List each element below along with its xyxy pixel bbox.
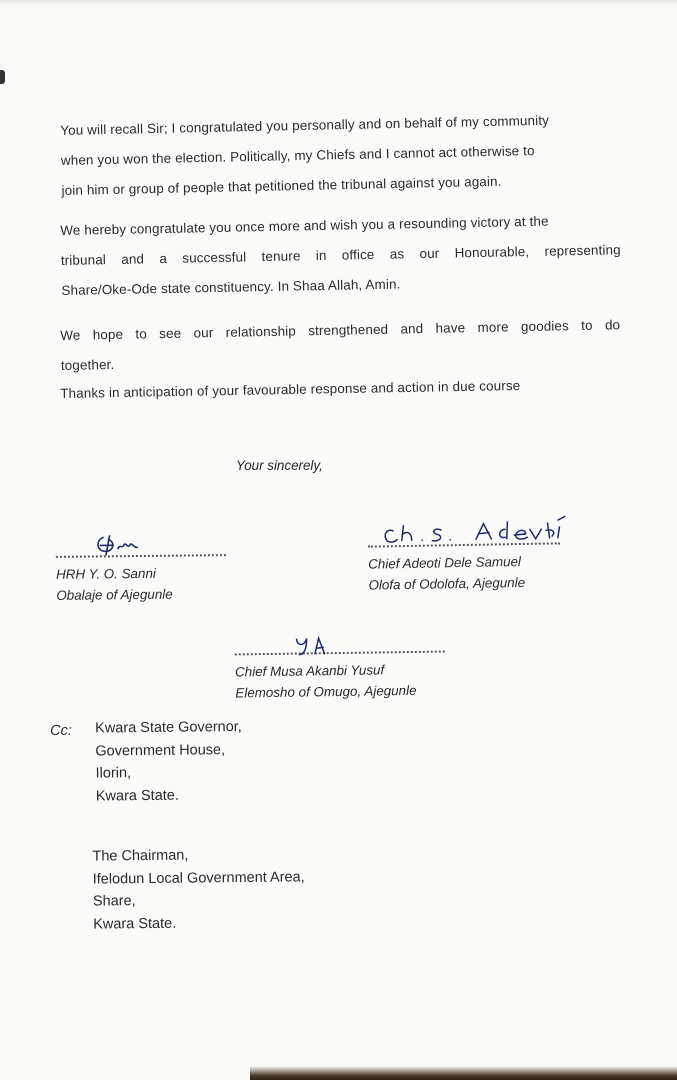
text-line: join him or group of people that petitioned the tribunal against you again. [61, 173, 502, 198]
address-line: The Chairman, [92, 847, 189, 865]
address-line: Ifelodun Local Government Area, [92, 868, 305, 888]
signatory-left [56, 526, 227, 606]
cc-recipients [92, 714, 418, 973]
signatory-title: Elemosho of Omugo, Ajegunle [235, 682, 417, 701]
cc-recipient [92, 842, 417, 935]
signatory-right [367, 514, 560, 595]
address-line: Government House, [95, 741, 226, 760]
signatory-title: Olofa of Odolofa, Ajegunle [368, 574, 526, 593]
paragraph-recall [60, 104, 622, 206]
closing-salutation: Your sincerely, [236, 458, 323, 473]
text-line: together. [60, 356, 115, 373]
text-line: tribunal and a successful tenure in office as our Honourable, representing [60, 242, 621, 268]
text-line: We hereby congratulate you once more and wish you a resounding victory at the [60, 213, 549, 238]
paper-bottom-edge [250, 1066, 677, 1080]
address-line: Share, [92, 893, 136, 910]
paragraph-congratulate [60, 205, 622, 306]
address-line: Kwara State Governor, [95, 718, 242, 737]
signatory-name: Chief Musa Akanbi Yusuf [234, 662, 385, 680]
paper-top-edge [0, 0, 677, 6]
text-line: You will recall Sir; I congratulated you personally and on behalf of my community [60, 112, 550, 138]
signatory-title: Obalaje of Ajegunle [56, 586, 173, 603]
address-line: Ilorin, [95, 765, 132, 782]
text-line: We hope to see our relationship strengthened and have more goodies to do [60, 317, 621, 343]
signatory-name: Chief Adeoti Dele Samuel [368, 554, 522, 572]
signature-scribble-center [235, 631, 445, 654]
cc-label: Cc: [50, 722, 72, 739]
text-line: Share/Oke-Ode state constituency. In Shaa Allah, Amin. [61, 276, 401, 298]
cc-recipient [95, 714, 416, 807]
address-line: Kwara State. [93, 915, 177, 933]
margin-mark [0, 70, 5, 84]
signature-scribble-left [56, 526, 226, 556]
signatory-center [235, 631, 446, 704]
text-line: Thanks in anticipation of your favourable response and action in due course [60, 377, 521, 401]
address-line: Kwara State. [95, 787, 179, 805]
text-line: when you won the election. Politically, my Chiefs and I cannot act otherwise to [60, 143, 535, 168]
signatory-name: HRH Y. O. Sanni [56, 565, 156, 582]
signature-scribble-right [367, 514, 559, 545]
